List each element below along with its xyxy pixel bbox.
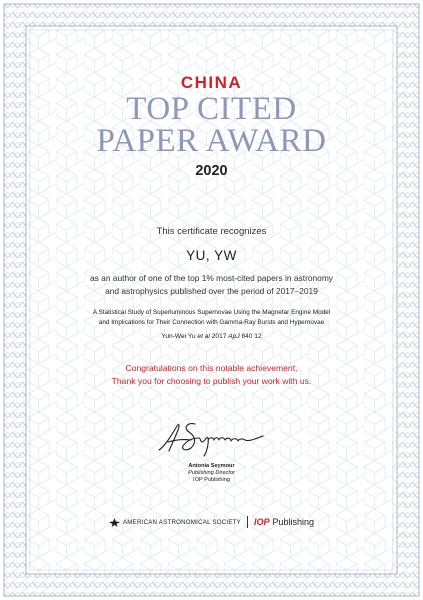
award-year: 2020 — [195, 163, 228, 179]
citation-year: 2017 — [211, 333, 227, 340]
paper-title-line2: and Implications for Their Connection with Gamma-Ray Bursts and Hypernovae — [98, 319, 325, 326]
description-line2: and astrophysics published over the period of 2017–2019 — [105, 286, 318, 296]
aas-logo-text: AMERICAN ASTRONOMICAL SOCIETY — [122, 518, 241, 526]
citation-authors: Yun-Wei Yu — [161, 333, 196, 340]
citation-volume: 840 12 — [241, 333, 262, 340]
aas-logo — [109, 518, 241, 527]
citation-et-al: et al — [197, 333, 210, 340]
award-title-line1: TOP CITED — [126, 91, 297, 127]
congratulations-line1: Congratulations on this notable achievement. — [125, 363, 298, 373]
congratulations-line2: Thank you for choosing to publish your work with us. — [111, 376, 312, 386]
paper-title — [40, 308, 383, 328]
signer-name: Antonia Seymour — [188, 463, 235, 469]
aas-star-icon — [109, 518, 120, 527]
citation-journal: ApJ — [228, 333, 240, 340]
publisher-logos — [0, 516, 423, 528]
recipient-name: YU, YW — [186, 248, 237, 263]
certificate-content — [40, 60, 383, 388]
iop-logo — [254, 517, 314, 527]
iop-logo-text: Publishing — [272, 517, 315, 527]
award-title-line2: PAPER AWARD — [96, 123, 327, 159]
logo-divider — [247, 516, 248, 528]
paper-title-line1: A Statistical Study of Superluminous Supernovae Using the Magnetar Engine Model — [92, 309, 331, 316]
signer-block — [0, 463, 423, 484]
paper-citation — [40, 333, 383, 340]
award-description — [40, 272, 383, 298]
handwritten-signature — [155, 418, 275, 458]
award-country: CHINA — [180, 73, 243, 92]
signer-role: Publishing Director — [188, 470, 235, 476]
recognizes-text: This certificate recognizes — [156, 226, 267, 237]
signer-org: IOP Publishing — [193, 477, 230, 483]
iop-logo-mark: IOP — [253, 517, 270, 527]
congratulations — [40, 362, 383, 388]
description-line1: as an author of one of the top 1% most-cited papers in astronomy — [89, 273, 333, 283]
